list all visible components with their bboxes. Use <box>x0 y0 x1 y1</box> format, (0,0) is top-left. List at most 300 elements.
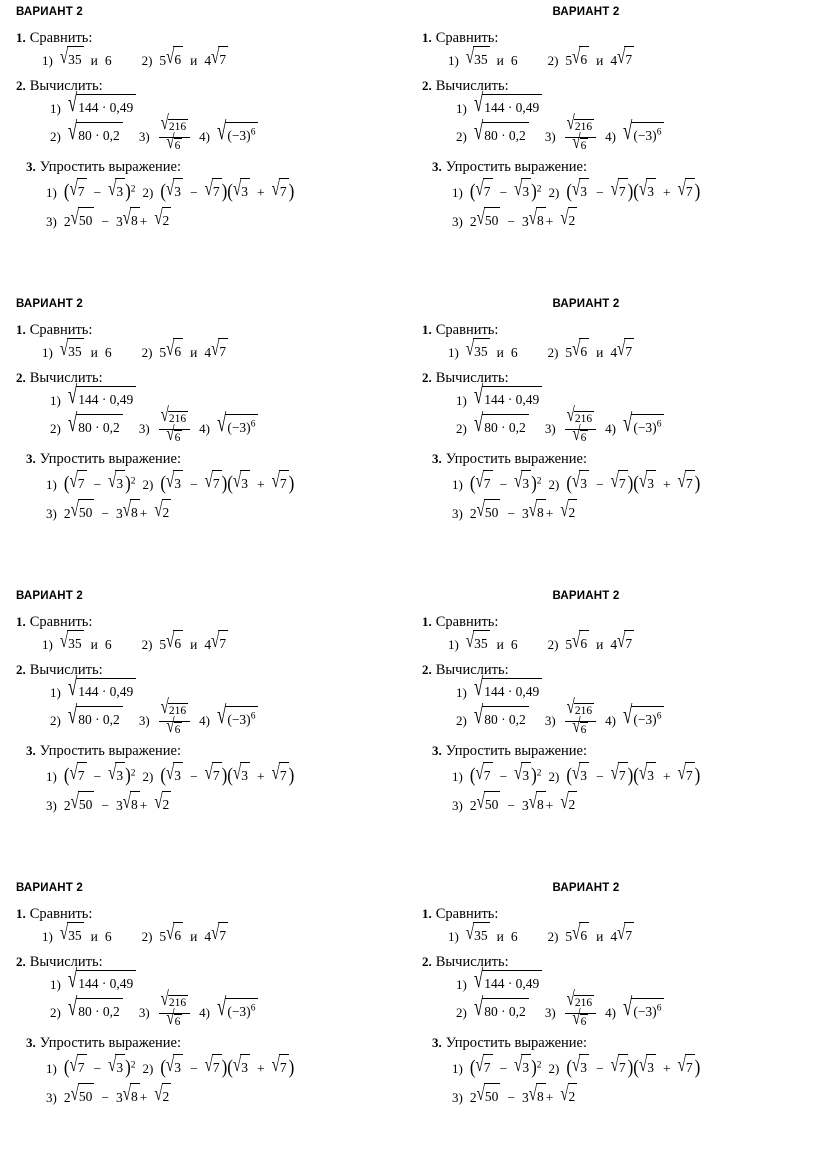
radicand: 7 <box>212 1054 222 1081</box>
item-label: 1) <box>452 769 463 785</box>
task-1 <box>16 614 402 658</box>
operator: + <box>256 769 265 785</box>
task-title: Вычислить: <box>29 661 103 678</box>
task-title: Вычислить: <box>435 661 509 678</box>
radicand: 7 <box>685 762 695 789</box>
variant-title: ВАРИАНТ 2 <box>16 590 83 602</box>
radicand: 2 <box>162 791 172 818</box>
coefficient: 5 <box>159 53 167 68</box>
value: 6 <box>104 345 112 360</box>
radicand: 7 <box>279 470 289 497</box>
task-number: 2. <box>16 369 26 385</box>
coefficient: 5 <box>159 929 167 944</box>
radicand: 7 <box>77 178 87 205</box>
radicand: 7 <box>685 178 695 205</box>
coefficient: 5 <box>565 929 573 944</box>
radicand: 8 <box>536 791 546 818</box>
task-1 <box>16 906 402 950</box>
variant-title: ВАРИАНТ 2 <box>16 6 83 18</box>
operator: − <box>499 1061 508 1077</box>
radicand: 6 <box>173 922 183 949</box>
operator: − <box>596 185 604 201</box>
conj: и <box>90 637 98 652</box>
fraction: $\frac{√216}{√6}$ <box>565 412 596 446</box>
coefficient: 3 <box>521 506 529 522</box>
task-line: 1) √35 и 6 2) 5√6 и 4√7 <box>16 47 402 74</box>
coefficient: 3 <box>115 798 123 814</box>
operator: − <box>596 1061 604 1077</box>
radicand: $(-3)^6$ <box>225 706 258 733</box>
radicand: 50 <box>484 499 501 526</box>
task-line: 1) (√7 − √3 )$^2$ 2) (√3 − √7 )(√3 + √7 ) <box>422 468 800 500</box>
item-label: 3) <box>544 713 556 729</box>
item-label: 2) <box>142 477 154 493</box>
radicand: 7 <box>618 762 628 789</box>
coefficient: 2 <box>469 798 477 814</box>
radicand: 6 <box>173 338 183 365</box>
radicand: 2 <box>162 499 172 526</box>
item-label: 2) <box>456 129 467 145</box>
item-label: 2) <box>456 421 467 437</box>
radicand: 8 <box>130 791 140 818</box>
variant-block <box>408 6 806 298</box>
conj: и <box>596 53 604 68</box>
item-label: 1) <box>456 684 467 700</box>
radicand: 6 <box>580 723 587 736</box>
item-label: 3) <box>46 798 57 814</box>
radicand: 80 · 0,2 <box>482 122 529 149</box>
operator: − <box>101 798 109 814</box>
radicand: 7 <box>483 178 493 205</box>
coefficient: 2 <box>469 214 477 230</box>
task-title: Сравнить: <box>29 614 93 630</box>
task-line: 3) 2√50 − 3√8 + √2 <box>16 208 402 235</box>
radicand: 35 <box>473 630 490 657</box>
radicand: 2 <box>568 207 578 234</box>
radicand: 50 <box>484 791 501 818</box>
task-1 <box>422 906 800 950</box>
item-label: 3) <box>138 129 150 145</box>
value: 6 <box>510 929 518 944</box>
radicand: 2 <box>568 1083 578 1110</box>
task-title: Упростить выражение: <box>39 451 181 468</box>
task-number: 3. <box>432 451 442 467</box>
item-label: 3) <box>452 798 463 814</box>
radicand: 3 <box>173 178 183 205</box>
task-line: 3) 2√50 − 3√8 + √2 <box>16 500 402 527</box>
radicand: 3 <box>240 1054 250 1081</box>
task-line: 3) 2√50 − 3√8 + √2 <box>16 1084 402 1111</box>
operator: + <box>139 798 148 814</box>
coefficient: 3 <box>115 1090 123 1106</box>
task-number: 2. <box>16 77 26 93</box>
item-label: 1) <box>448 929 459 944</box>
radicand: 3 <box>115 470 125 497</box>
task-number: 3. <box>432 743 442 759</box>
item-label: 3) <box>544 129 556 145</box>
task-number: 1. <box>16 614 26 629</box>
radicand: 80 · 0,2 <box>482 414 529 441</box>
radicand: 6 <box>173 46 183 73</box>
radicand: 3 <box>240 762 250 789</box>
radicand: $(-3)^6$ <box>631 706 664 733</box>
radicand: 3 <box>579 470 589 497</box>
task-line: 1) √144 · 0,49 <box>422 387 800 414</box>
task-title: Упростить выражение: <box>445 451 587 468</box>
item-label: 3) <box>138 421 150 437</box>
coefficient: 2 <box>63 798 71 814</box>
radicand: 6 <box>173 630 183 657</box>
conj: и <box>190 929 198 944</box>
conj: и <box>496 637 504 652</box>
radicand: 6 <box>174 139 181 152</box>
item-label: 1) <box>448 637 459 652</box>
task-title: Сравнить: <box>29 906 93 922</box>
radicand: $(-3)^6$ <box>631 998 664 1025</box>
radicand: 7 <box>212 762 222 789</box>
conj: и <box>90 345 98 360</box>
radicand: 3 <box>579 1054 589 1081</box>
coefficient: 5 <box>159 345 167 360</box>
item-label: 1) <box>50 684 61 700</box>
radicand: 3 <box>240 178 250 205</box>
item-label: 2) <box>141 345 153 360</box>
item-label: 2) <box>547 929 559 944</box>
fraction: $\frac{√216}{√6}$ <box>159 996 190 1030</box>
value: 6 <box>510 637 518 652</box>
radicand: 6 <box>580 1015 587 1028</box>
task-number: 1. <box>422 322 432 337</box>
radicand: 80 · 0,2 <box>76 122 123 149</box>
operator: + <box>662 1061 671 1077</box>
radicand: 3 <box>115 762 125 789</box>
fraction: $\frac{√216}{√6}$ <box>159 704 190 738</box>
item-label: 2) <box>547 637 559 652</box>
item-label: 4) <box>605 1005 616 1021</box>
radicand: 7 <box>685 470 695 497</box>
radicand: 144 · 0,49 <box>76 970 136 997</box>
item-label: 1) <box>50 976 61 992</box>
radicand: 8 <box>130 499 140 526</box>
task-title: Сравнить: <box>435 906 499 922</box>
task-line: 1) √35 и 6 2) 5√6 и 4√7 <box>422 631 800 658</box>
coefficient: 2 <box>63 506 71 522</box>
task-title: Вычислить: <box>435 77 509 94</box>
task-number: 1. <box>422 30 432 45</box>
operator: + <box>545 1090 554 1106</box>
operator: − <box>507 506 515 522</box>
operator: + <box>139 1090 148 1106</box>
task-line: 2) √80 · 0,2 3) $\frac{√216}{√6}$ 4) $√(-3)^6$ <box>422 997 800 1031</box>
radicand: 7 <box>218 922 228 949</box>
task-number: 3. <box>26 451 36 467</box>
task-title: Сравнить: <box>435 614 499 630</box>
item-label: 1) <box>456 100 467 116</box>
task-2 <box>422 662 800 739</box>
item-label: 2) <box>141 929 153 944</box>
radicand: 50 <box>484 207 501 234</box>
operator: − <box>596 477 604 493</box>
radicand: 216 <box>574 997 593 1010</box>
task-line: 1) √35 и 6 2) 5√6 и 4√7 <box>16 631 402 658</box>
radicand: 3 <box>521 178 531 205</box>
radicand: 7 <box>483 1054 493 1081</box>
coefficient: 3 <box>521 798 529 814</box>
radicand: 144 · 0,49 <box>76 678 136 705</box>
task-line: 2) √80 · 0,2 3) $\frac{√216}{√6}$ 4) $√(-3)^6$ <box>16 705 402 739</box>
radicand: 50 <box>78 207 95 234</box>
radicand: 6 <box>579 630 589 657</box>
operator: − <box>101 1090 109 1106</box>
radicand: 80 · 0,2 <box>76 414 123 441</box>
item-label: 4) <box>199 1005 210 1021</box>
task-line: 2) √80 · 0,2 3) $\frac{√216}{√6}$ 4) $√(-3)^6$ <box>16 413 402 447</box>
coefficient: 5 <box>565 53 573 68</box>
conj: и <box>190 53 198 68</box>
radicand: 7 <box>618 178 628 205</box>
operator: − <box>507 1090 515 1106</box>
task-title: Упростить выражение: <box>39 743 181 760</box>
radicand: $(-3)^6$ <box>225 998 258 1025</box>
task-line: 1) (√7 − √3 )$^2$ 2) (√3 − √7 )(√3 + √7 ) <box>16 176 402 208</box>
radicand: 35 <box>67 922 84 949</box>
radicand: 216 <box>574 705 593 718</box>
task-3 <box>422 159 800 235</box>
item-label: 1) <box>46 477 57 493</box>
task-number: 1. <box>16 906 26 921</box>
item-label: 1) <box>42 637 53 652</box>
coefficient: 5 <box>159 637 167 652</box>
item-label: 3) <box>452 506 463 522</box>
radicand: 216 <box>168 997 187 1010</box>
radicand: 80 · 0,2 <box>76 706 123 733</box>
task-line: 1) √144 · 0,49 <box>422 95 800 122</box>
fraction: $\frac{√216}{√6}$ <box>565 704 596 738</box>
coefficient: 3 <box>115 506 123 522</box>
radicand: 7 <box>624 630 634 657</box>
variant-title: ВАРИАНТ 2 <box>552 298 620 310</box>
task-line: 1) √35 и 6 2) 5√6 и 4√7 <box>422 47 800 74</box>
radicand: 35 <box>67 46 84 73</box>
task-1 <box>422 614 800 658</box>
item-label: 3) <box>46 1090 57 1106</box>
operator: − <box>93 769 102 785</box>
coefficient: 4 <box>610 929 618 944</box>
task-line: 1) √144 · 0,49 <box>422 679 800 706</box>
task-line: 1) √144 · 0,49 <box>16 387 402 414</box>
task-1 <box>16 322 402 366</box>
task-line: 1) (√7 − √3 )$^2$ 2) (√3 − √7 )(√3 + √7 ) <box>422 1052 800 1084</box>
item-label: 2) <box>456 1005 467 1021</box>
operator: + <box>256 477 265 493</box>
item-label: 2) <box>548 185 560 201</box>
item-label: 4) <box>605 421 616 437</box>
operator: − <box>190 769 198 785</box>
radicand: $(-3)^6$ <box>631 414 664 441</box>
task-2 <box>422 370 800 447</box>
exponent: 2 <box>130 768 136 779</box>
radicand: 7 <box>624 338 634 365</box>
radicand: 35 <box>473 338 490 365</box>
coefficient: 3 <box>115 214 123 230</box>
coefficient: 2 <box>469 506 477 522</box>
radicand: 3 <box>173 470 183 497</box>
task-title: Сравнить: <box>29 30 93 46</box>
fraction: $\frac{√216}{√6}$ <box>565 120 596 154</box>
fraction: $\frac{√216}{√6}$ <box>159 412 190 446</box>
task-3 <box>16 451 402 527</box>
item-label: 1) <box>50 100 61 116</box>
item-label: 1) <box>46 185 57 201</box>
operator: − <box>499 477 508 493</box>
coefficient: 5 <box>565 345 573 360</box>
radicand: 7 <box>618 470 628 497</box>
task-number: 1. <box>16 322 26 337</box>
exponent: 2 <box>536 768 542 779</box>
item-label: 1) <box>50 392 61 408</box>
value: 6 <box>510 345 518 360</box>
task-line: 1) √35 и 6 2) 5√6 и 4√7 <box>422 339 800 366</box>
conj: и <box>190 637 198 652</box>
task-title: Сравнить: <box>435 30 499 46</box>
radicand: 7 <box>618 1054 628 1081</box>
task-number: 2. <box>422 953 432 969</box>
operator: − <box>499 769 508 785</box>
operator: + <box>545 798 554 814</box>
radicand: 7 <box>212 178 222 205</box>
task-number: 3. <box>432 1035 442 1051</box>
radicand: 7 <box>218 630 228 657</box>
radicand: 2 <box>162 207 172 234</box>
item-label: 2) <box>142 769 154 785</box>
coefficient: 2 <box>63 214 71 230</box>
task-3 <box>16 743 402 819</box>
radicand: 80 · 0,2 <box>76 998 123 1025</box>
radicand: 7 <box>212 470 222 497</box>
radicand: 3 <box>579 762 589 789</box>
task-line: 2) √80 · 0,2 3) $\frac{√216}{√6}$ 4) $√(-3)^6$ <box>422 705 800 739</box>
radicand: 35 <box>473 922 490 949</box>
item-label: 3) <box>544 1005 556 1021</box>
item-label: 1) <box>46 1061 57 1077</box>
radicand: 35 <box>67 630 84 657</box>
exponent: 2 <box>130 1060 136 1071</box>
task-line: 1) √35 и 6 2) 5√6 и 4√7 <box>16 339 402 366</box>
fraction: $\frac{√216}{√6}$ <box>565 996 596 1030</box>
radicand: 144 · 0,49 <box>76 386 136 413</box>
radicand: 8 <box>536 1083 546 1110</box>
radicand: 2 <box>568 791 578 818</box>
value: 6 <box>104 637 112 652</box>
radicand: 3 <box>240 470 250 497</box>
exponent: 2 <box>130 184 136 195</box>
radicand: 7 <box>483 470 493 497</box>
operator: + <box>139 506 148 522</box>
radicand: 3 <box>173 1054 183 1081</box>
variant-block <box>10 882 408 1174</box>
coefficient: 4 <box>610 53 618 68</box>
radicand: 7 <box>279 762 289 789</box>
task-number: 3. <box>26 743 36 759</box>
task-title: Вычислить: <box>435 369 509 386</box>
task-title: Сравнить: <box>435 322 499 338</box>
operator: − <box>101 506 109 522</box>
conj: и <box>596 345 604 360</box>
item-label: 1) <box>452 477 463 493</box>
variant-title: ВАРИАНТ 2 <box>16 882 83 894</box>
task-2 <box>422 78 800 155</box>
task-3 <box>422 1035 800 1111</box>
item-label: 1) <box>452 185 463 201</box>
item-label: 2) <box>547 53 559 68</box>
item-label: 1) <box>42 53 53 68</box>
task-line: 1) √144 · 0,49 <box>16 95 402 122</box>
task-line: 1) (√7 − √3 )$^2$ 2) (√3 − √7 )(√3 + √7 ) <box>16 760 402 792</box>
operator: + <box>662 185 671 201</box>
coefficient: 3 <box>521 1090 529 1106</box>
item-label: 2) <box>456 713 467 729</box>
task-3 <box>16 159 402 235</box>
item-label: 1) <box>452 1061 463 1077</box>
task-number: 2. <box>422 661 432 677</box>
variant-block <box>10 6 408 298</box>
item-label: 2) <box>141 637 153 652</box>
task-number: 3. <box>26 159 36 175</box>
radicand: 8 <box>536 207 546 234</box>
radicand: 8 <box>130 207 140 234</box>
item-label: 4) <box>199 713 210 729</box>
radicand: 7 <box>624 46 634 73</box>
value: 6 <box>104 929 112 944</box>
radicand: $(-3)^6$ <box>225 122 258 149</box>
item-label: 2) <box>547 345 559 360</box>
variant-block <box>10 298 408 590</box>
radicand: 8 <box>536 499 546 526</box>
radicand: 216 <box>168 705 187 718</box>
radicand: 7 <box>77 762 87 789</box>
coefficient: 3 <box>521 214 529 230</box>
variant-title: ВАРИАНТ 2 <box>552 882 620 894</box>
operator: + <box>139 214 148 230</box>
task-line: 3) 2√50 − 3√8 + √2 <box>422 208 800 235</box>
radicand: $(-3)^6$ <box>631 122 664 149</box>
radicand: $(-3)^6$ <box>225 414 258 441</box>
task-title: Упростить выражение: <box>39 1035 181 1052</box>
operator: − <box>596 769 604 785</box>
task-1 <box>422 322 800 366</box>
task-line: 2) √80 · 0,2 3) $\frac{√216}{√6}$ 4) $√(-3)^6$ <box>422 413 800 447</box>
task-line: 3) 2√50 − 3√8 + √2 <box>422 1084 800 1111</box>
task-line: 1) √144 · 0,49 <box>422 971 800 998</box>
task-number: 2. <box>16 661 26 677</box>
radicand: 7 <box>77 1054 87 1081</box>
task-number: 2. <box>422 369 432 385</box>
item-label: 2) <box>548 769 560 785</box>
task-line: 1) (√7 − √3 )$^2$ 2) (√3 − √7 )(√3 + √7 ) <box>422 760 800 792</box>
task-title: Сравнить: <box>29 322 93 338</box>
operator: + <box>256 185 265 201</box>
radicand: 7 <box>218 338 228 365</box>
radicand: 3 <box>521 1054 531 1081</box>
radicand: 50 <box>484 1083 501 1110</box>
operator: − <box>93 477 102 493</box>
task-title: Вычислить: <box>29 77 103 94</box>
radicand: 7 <box>279 1054 289 1081</box>
operator: − <box>190 185 198 201</box>
radicand: 6 <box>174 1015 181 1028</box>
task-line: 2) √80 · 0,2 3) $\frac{√216}{√6}$ 4) $√(-3)^6$ <box>16 121 402 155</box>
item-label: 1) <box>448 345 459 360</box>
